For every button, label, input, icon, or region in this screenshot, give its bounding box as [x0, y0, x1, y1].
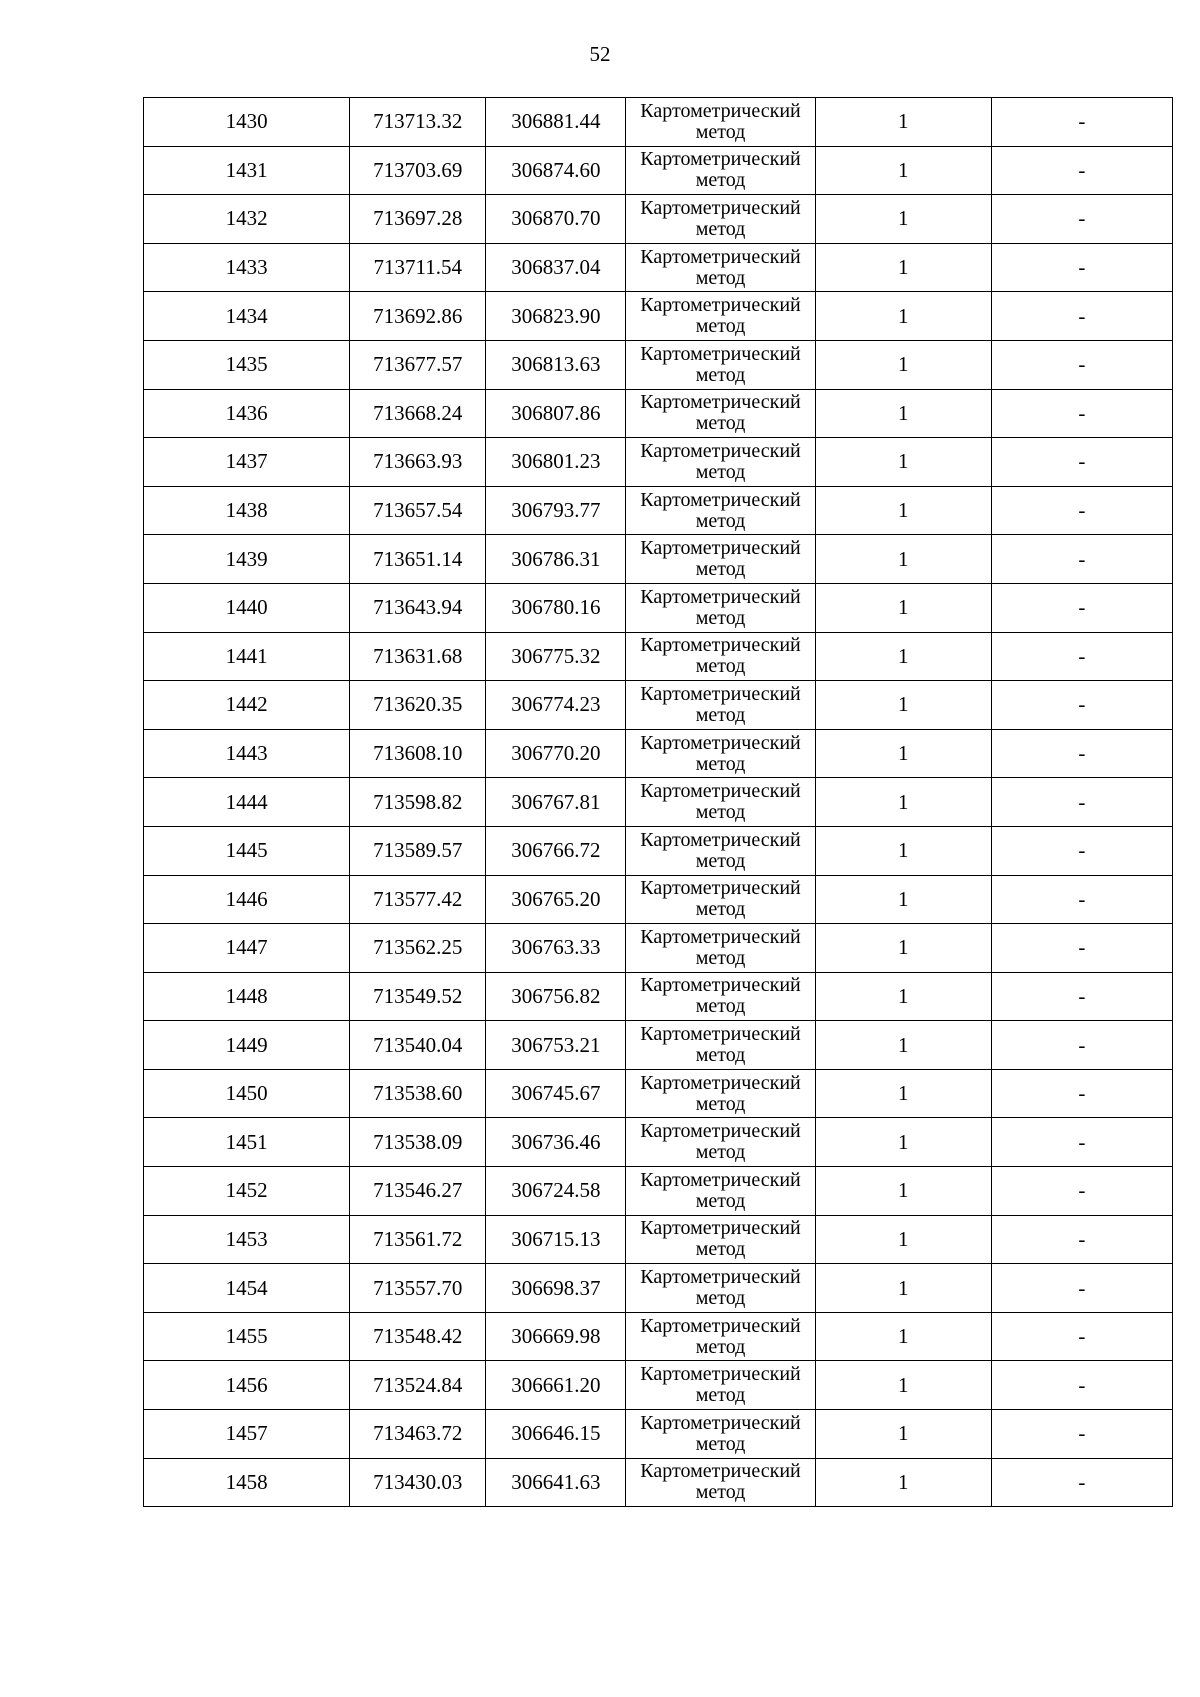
x-coordinate-cell: 713598.82 [350, 778, 486, 827]
point-number-cell: 1437 [144, 438, 350, 487]
point-number-cell: 1458 [144, 1458, 350, 1507]
accuracy-cell: 1 [815, 389, 991, 438]
method-line-2: метод [695, 509, 746, 532]
method-cell [626, 1264, 815, 1313]
note-cell: - [991, 98, 1172, 147]
note-cell: - [991, 243, 1172, 292]
point-number-cell: 1431 [144, 146, 350, 195]
y-coordinate-cell: 306661.20 [486, 1361, 626, 1410]
accuracy-cell: 1 [815, 1410, 991, 1459]
x-coordinate-cell: 713620.35 [350, 681, 486, 730]
method-line-1: Картометрический [640, 682, 801, 705]
point-number-cell: 1457 [144, 1410, 350, 1459]
method-line-2: метод [695, 120, 746, 143]
method-cell [626, 243, 815, 292]
y-coordinate-cell: 306715.13 [486, 1215, 626, 1264]
table-row [144, 875, 1173, 924]
x-coordinate-cell: 713538.09 [350, 1118, 486, 1167]
x-coordinate-cell: 713577.42 [350, 875, 486, 924]
note-cell: - [991, 195, 1172, 244]
point-number-cell: 1439 [144, 535, 350, 584]
y-coordinate-cell: 306874.60 [486, 146, 626, 195]
table-row [144, 681, 1173, 730]
accuracy-cell: 1 [815, 146, 991, 195]
method-line-2: метод [695, 315, 746, 338]
method-line-1: Картометрический [640, 99, 801, 122]
y-coordinate-cell: 306807.86 [486, 389, 626, 438]
table-row [144, 1410, 1173, 1459]
point-number-cell: 1440 [144, 583, 350, 632]
table-row [144, 1167, 1173, 1216]
x-coordinate-cell: 713561.72 [350, 1215, 486, 1264]
accuracy-cell: 1 [815, 292, 991, 341]
note-cell: - [991, 826, 1172, 875]
note-cell: - [991, 924, 1172, 973]
point-number-cell: 1450 [144, 1069, 350, 1118]
point-number-cell: 1435 [144, 340, 350, 389]
method-cell [626, 340, 815, 389]
method-cell [626, 972, 815, 1021]
table-row [144, 1264, 1173, 1313]
table-row [144, 98, 1173, 147]
method-line-1: Картометрический [640, 925, 801, 948]
note-cell: - [991, 583, 1172, 632]
method-cell [626, 1021, 815, 1070]
x-coordinate-cell: 713668.24 [350, 389, 486, 438]
method-line-1: Картометрический [640, 877, 801, 900]
point-number-cell: 1453 [144, 1215, 350, 1264]
method-line-1: Картометрический [640, 1071, 801, 1094]
accuracy-cell: 1 [815, 195, 991, 244]
method-line-1: Картометрический [640, 148, 801, 171]
table-row [144, 486, 1173, 535]
y-coordinate-cell: 306745.67 [486, 1069, 626, 1118]
note-cell: - [991, 729, 1172, 778]
note-cell: - [991, 340, 1172, 389]
method-cell [626, 1215, 815, 1264]
method-line-1: Картометрический [640, 1120, 801, 1143]
y-coordinate-cell: 306724.58 [486, 1167, 626, 1216]
x-coordinate-cell: 713703.69 [350, 146, 486, 195]
point-number-cell: 1434 [144, 292, 350, 341]
method-line-2: метод [695, 217, 746, 240]
note-cell: - [991, 1410, 1172, 1459]
x-coordinate-cell: 713546.27 [350, 1167, 486, 1216]
method-line-1: Картометрический [640, 585, 801, 608]
method-line-1: Картометрический [640, 439, 801, 462]
table-body [144, 98, 1173, 1507]
x-coordinate-cell: 713643.94 [350, 583, 486, 632]
y-coordinate-cell: 306641.63 [486, 1458, 626, 1507]
method-line-1: Картометрический [640, 634, 801, 657]
note-cell: - [991, 1361, 1172, 1410]
method-line-1: Картометрический [640, 342, 801, 365]
method-cell [626, 1069, 815, 1118]
x-coordinate-cell: 713697.28 [350, 195, 486, 244]
table-row [144, 583, 1173, 632]
method-cell [626, 875, 815, 924]
note-cell: - [991, 778, 1172, 827]
table-row [144, 924, 1173, 973]
x-coordinate-cell: 713711.54 [350, 243, 486, 292]
accuracy-cell: 1 [815, 1361, 991, 1410]
x-coordinate-cell: 713524.84 [350, 1361, 486, 1410]
y-coordinate-cell: 306763.33 [486, 924, 626, 973]
table-row [144, 292, 1173, 341]
y-coordinate-cell: 306646.15 [486, 1410, 626, 1459]
method-line-1: Картометрический [640, 488, 801, 511]
method-line-1: Картометрический [640, 196, 801, 219]
table-row [144, 1361, 1173, 1410]
coordinates-table [143, 97, 1173, 1507]
y-coordinate-cell: 306766.72 [486, 826, 626, 875]
accuracy-cell: 1 [815, 924, 991, 973]
accuracy-cell: 1 [815, 1312, 991, 1361]
y-coordinate-cell: 306770.20 [486, 729, 626, 778]
x-coordinate-cell: 713677.57 [350, 340, 486, 389]
x-coordinate-cell: 713713.32 [350, 98, 486, 147]
note-cell: - [991, 1069, 1172, 1118]
point-number-cell: 1448 [144, 972, 350, 1021]
accuracy-cell: 1 [815, 438, 991, 487]
x-coordinate-cell: 713463.72 [350, 1410, 486, 1459]
point-number-cell: 1447 [144, 924, 350, 973]
method-line-1: Картометрический [640, 537, 801, 560]
note-cell: - [991, 875, 1172, 924]
method-cell [626, 1458, 815, 1507]
accuracy-cell: 1 [815, 1167, 991, 1216]
point-number-cell: 1438 [144, 486, 350, 535]
table-row [144, 146, 1173, 195]
note-cell: - [991, 1264, 1172, 1313]
accuracy-cell: 1 [815, 1215, 991, 1264]
point-number-cell: 1446 [144, 875, 350, 924]
method-cell [626, 438, 815, 487]
accuracy-cell: 1 [815, 972, 991, 1021]
note-cell: - [991, 389, 1172, 438]
x-coordinate-cell: 713631.68 [350, 632, 486, 681]
y-coordinate-cell: 306753.21 [486, 1021, 626, 1070]
point-number-cell: 1430 [144, 98, 350, 147]
method-line-2: метод [695, 266, 746, 289]
y-coordinate-cell: 306736.46 [486, 1118, 626, 1167]
x-coordinate-cell: 713538.60 [350, 1069, 486, 1118]
method-line-2: метод [695, 412, 746, 435]
table-row [144, 243, 1173, 292]
note-cell: - [991, 438, 1172, 487]
method-cell [626, 98, 815, 147]
table-row [144, 389, 1173, 438]
method-line-2: метод [695, 169, 746, 192]
x-coordinate-cell: 713651.14 [350, 535, 486, 584]
method-line-2: метод [695, 995, 746, 1018]
method-cell [626, 1361, 815, 1410]
accuracy-cell: 1 [815, 778, 991, 827]
point-number-cell: 1449 [144, 1021, 350, 1070]
method-line-2: метод [695, 849, 746, 872]
note-cell: - [991, 535, 1172, 584]
accuracy-cell: 1 [815, 875, 991, 924]
note-cell: - [991, 146, 1172, 195]
method-line-2: метод [695, 801, 746, 824]
accuracy-cell: 1 [815, 1069, 991, 1118]
accuracy-cell: 1 [815, 1458, 991, 1507]
method-line-2: метод [695, 1189, 746, 1212]
note-cell: - [991, 1118, 1172, 1167]
method-line-2: метод [695, 703, 746, 726]
point-number-cell: 1454 [144, 1264, 350, 1313]
y-coordinate-cell: 306669.98 [486, 1312, 626, 1361]
x-coordinate-cell: 713562.25 [350, 924, 486, 973]
accuracy-cell: 1 [815, 1118, 991, 1167]
method-line-2: метод [695, 752, 746, 775]
table-row [144, 535, 1173, 584]
point-number-cell: 1445 [144, 826, 350, 875]
method-line-2: метод [695, 1141, 746, 1164]
table-row [144, 1458, 1173, 1507]
accuracy-cell: 1 [815, 729, 991, 778]
method-line-1: Картометрический [640, 1363, 801, 1386]
x-coordinate-cell: 713589.57 [350, 826, 486, 875]
table-row [144, 340, 1173, 389]
point-number-cell: 1452 [144, 1167, 350, 1216]
table-row [144, 826, 1173, 875]
method-line-1: Картометрический [640, 828, 801, 851]
method-line-1: Картометрический [640, 974, 801, 997]
point-number-cell: 1442 [144, 681, 350, 730]
point-number-cell: 1443 [144, 729, 350, 778]
x-coordinate-cell: 713548.42 [350, 1312, 486, 1361]
table-row [144, 1021, 1173, 1070]
table-row [144, 778, 1173, 827]
table-row [144, 438, 1173, 487]
point-number-cell: 1456 [144, 1361, 350, 1410]
y-coordinate-cell: 306775.32 [486, 632, 626, 681]
accuracy-cell: 1 [815, 583, 991, 632]
method-cell [626, 1118, 815, 1167]
y-coordinate-cell: 306786.31 [486, 535, 626, 584]
note-cell: - [991, 486, 1172, 535]
y-coordinate-cell: 306837.04 [486, 243, 626, 292]
accuracy-cell: 1 [815, 535, 991, 584]
accuracy-cell: 1 [815, 340, 991, 389]
method-cell [626, 583, 815, 632]
note-cell: - [991, 1167, 1172, 1216]
method-line-2: метод [695, 1335, 746, 1358]
method-line-1: Картометрический [640, 391, 801, 414]
method-line-2: метод [695, 1432, 746, 1455]
table-row [144, 1312, 1173, 1361]
table-row [144, 972, 1173, 1021]
point-number-cell: 1451 [144, 1118, 350, 1167]
method-line-1: Картометрический [640, 245, 801, 268]
table-row [144, 632, 1173, 681]
method-cell [626, 1312, 815, 1361]
method-cell [626, 729, 815, 778]
accuracy-cell: 1 [815, 243, 991, 292]
table-row [144, 1118, 1173, 1167]
x-coordinate-cell: 713692.86 [350, 292, 486, 341]
x-coordinate-cell: 713430.03 [350, 1458, 486, 1507]
point-number-cell: 1433 [144, 243, 350, 292]
method-cell [626, 1410, 815, 1459]
method-line-2: метод [695, 606, 746, 629]
method-cell [626, 292, 815, 341]
accuracy-cell: 1 [815, 681, 991, 730]
note-cell: - [991, 1215, 1172, 1264]
note-cell: - [991, 632, 1172, 681]
note-cell: - [991, 292, 1172, 341]
table-row [144, 1069, 1173, 1118]
note-cell: - [991, 681, 1172, 730]
accuracy-cell: 1 [815, 1264, 991, 1313]
point-number-cell: 1436 [144, 389, 350, 438]
method-cell [626, 1167, 815, 1216]
y-coordinate-cell: 306774.23 [486, 681, 626, 730]
method-line-2: метод [695, 363, 746, 386]
note-cell: - [991, 1312, 1172, 1361]
point-number-cell: 1455 [144, 1312, 350, 1361]
point-number-cell: 1444 [144, 778, 350, 827]
table-row [144, 729, 1173, 778]
y-coordinate-cell: 306765.20 [486, 875, 626, 924]
method-line-2: метод [695, 1092, 746, 1115]
method-line-2: метод [695, 1044, 746, 1067]
method-line-1: Картометрический [640, 1168, 801, 1191]
method-line-2: метод [695, 946, 746, 969]
x-coordinate-cell: 713663.93 [350, 438, 486, 487]
method-line-1: Картометрический [640, 1314, 801, 1337]
table-row [144, 1215, 1173, 1264]
x-coordinate-cell: 713540.04 [350, 1021, 486, 1070]
note-cell: - [991, 972, 1172, 1021]
method-line-1: Картометрический [640, 731, 801, 754]
y-coordinate-cell: 306780.16 [486, 583, 626, 632]
method-line-2: метод [695, 1238, 746, 1261]
method-cell [626, 681, 815, 730]
x-coordinate-cell: 713557.70 [350, 1264, 486, 1313]
method-line-2: метод [695, 655, 746, 678]
y-coordinate-cell: 306823.90 [486, 292, 626, 341]
method-cell [626, 195, 815, 244]
x-coordinate-cell: 713549.52 [350, 972, 486, 1021]
point-number-cell: 1441 [144, 632, 350, 681]
method-line-1: Картометрический [640, 1460, 801, 1483]
method-line-2: метод [695, 460, 746, 483]
note-cell: - [991, 1021, 1172, 1070]
method-cell [626, 389, 815, 438]
method-line-1: Картометрический [640, 1217, 801, 1240]
page-number: 52 [589, 42, 611, 66]
y-coordinate-cell: 306813.63 [486, 340, 626, 389]
x-coordinate-cell: 713657.54 [350, 486, 486, 535]
accuracy-cell: 1 [815, 826, 991, 875]
y-coordinate-cell: 306767.81 [486, 778, 626, 827]
method-line-2: метод [695, 898, 746, 921]
method-line-2: метод [695, 1287, 746, 1310]
y-coordinate-cell: 306801.23 [486, 438, 626, 487]
method-cell [626, 632, 815, 681]
method-cell [626, 486, 815, 535]
method-line-2: метод [695, 1384, 746, 1407]
y-coordinate-cell: 306698.37 [486, 1264, 626, 1313]
accuracy-cell: 1 [815, 632, 991, 681]
method-cell [626, 924, 815, 973]
method-line-1: Картометрический [640, 1411, 801, 1434]
note-cell: - [991, 1458, 1172, 1507]
method-line-1: Картометрический [640, 780, 801, 803]
y-coordinate-cell: 306793.77 [486, 486, 626, 535]
x-coordinate-cell: 713608.10 [350, 729, 486, 778]
accuracy-cell: 1 [815, 1021, 991, 1070]
method-cell [626, 535, 815, 584]
method-line-2: метод [695, 558, 746, 581]
method-line-1: Картометрический [640, 1023, 801, 1046]
table-row [144, 195, 1173, 244]
y-coordinate-cell: 306870.70 [486, 195, 626, 244]
accuracy-cell: 1 [815, 98, 991, 147]
method-line-1: Картометрический [640, 1266, 801, 1289]
method-line-1: Картометрический [640, 294, 801, 317]
point-number-cell: 1432 [144, 195, 350, 244]
method-cell [626, 826, 815, 875]
method-cell [626, 778, 815, 827]
accuracy-cell: 1 [815, 486, 991, 535]
y-coordinate-cell: 306881.44 [486, 98, 626, 147]
y-coordinate-cell: 306756.82 [486, 972, 626, 1021]
method-cell [626, 146, 815, 195]
method-line-2: метод [695, 1481, 746, 1504]
